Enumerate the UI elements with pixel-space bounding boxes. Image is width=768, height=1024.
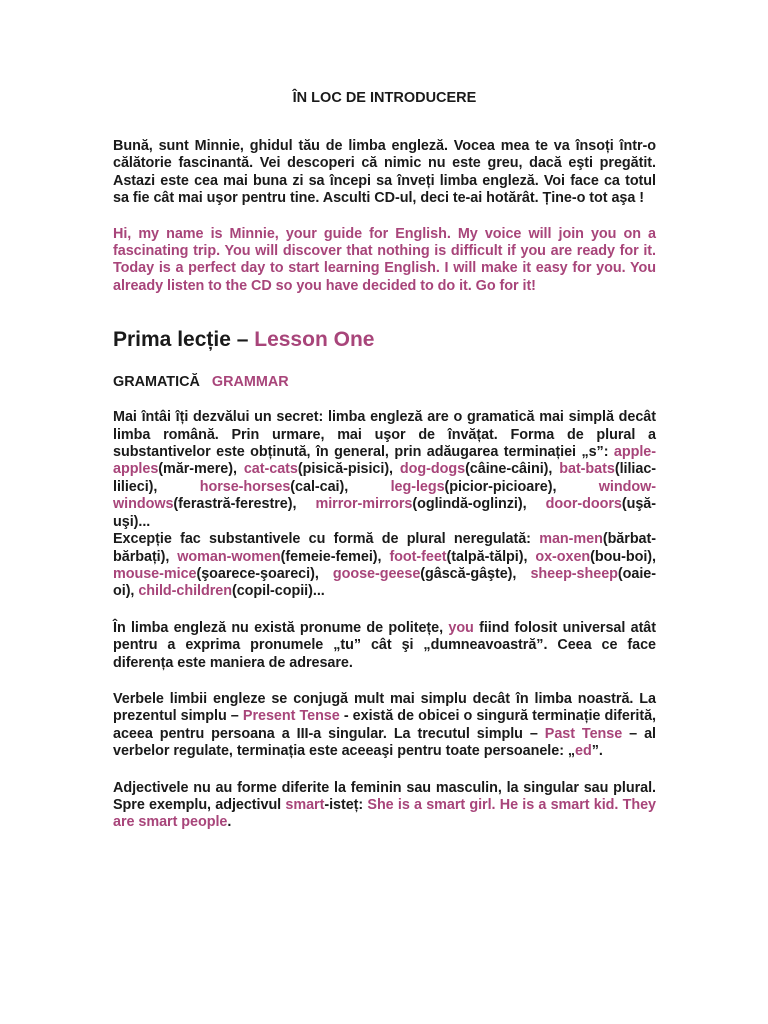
regular-plural-4-ro: (liliac-lilieci), [113,461,657,495]
irregular-plural-7-ro: (oaie-oi), [113,565,656,600]
regular-plural-6-en: leg-legs [390,478,445,495]
regular-plural-9-en: door-doors [545,496,622,513]
irregular-plural-6-ro: (gâscă-gâşte), [420,565,531,582]
lesson-heading [113,327,656,353]
section-heading-ro: GRAMATICĂ [113,374,200,391]
irregular-plural-2-en: woman-women [177,548,281,565]
irregular-plural-8-en: child-children [138,583,232,600]
irregular-plural-5-ro: (şoarece-şoareci), [196,565,333,582]
politeness-text-a: În limba engleză nu există pronume de politețe, [113,619,449,636]
present-tense-term: Present Tense [242,708,340,725]
adjectives-text-b: -isteț: [324,796,368,813]
irregular-plural-7-en: sheep-sheep [530,565,618,582]
irregular-plural-3-en: foot-feet [389,548,447,565]
politeness-you: you [448,619,474,636]
irregular-plural-1-en: man-men [539,531,603,548]
verbs-paragraph [113,691,656,761]
adjectives-text-c: . [227,814,232,831]
regular-plural-1-ro: (măr-mere), [158,461,244,478]
irregular-plural-2-ro: (femeie-femei), [280,548,390,565]
verbs-text-b: - există de obicei o singură terminație diferită, aceea pentru persoana a III-a singular. La trecutul simplu – [113,708,657,742]
regular-plural-4-en: bat-bats [559,461,615,478]
regular-plural-7-ro: (ferastră-ferestre), [173,496,316,513]
irregular-plural-3-ro: (talpă-tălpi), [446,548,536,565]
section-heading [113,374,656,390]
intro-romanian: Bună, sunt Minnie, ghidul tău de limba engleză. Vocea mea te va însoți într-o călătorie fascinantă. Vei descoperi că nimic nu este greu, dacă eşti pregătit. Astazi este cea mai buna zi sa începi sa înveți limba engleză. Voi face ca totul sa fie cât mai uşor pentru tine. Asculti CD-ul, deci te-ai hotărât. Ține-o tot aşa ! [113,138,656,207]
irregular-intro: Excepție fac substantivele cu formă de plural neregulată: [113,531,540,548]
regular-plural-3-ro: (câine-câini), [465,461,560,478]
irregular-plural-5-en: mouse-mice [113,565,197,582]
irregular-plural-1-ro: (bărbat-bărbați), [113,531,656,565]
regular-plural-2-en: cat-cats [243,461,298,478]
lesson-heading-ro: Prima lecție – [113,328,255,352]
irregular-plural-8-ro: (copil-copii)... [231,583,325,600]
plural-paragraph [113,409,656,600]
ed-ending: ed [575,743,592,760]
regular-plural-2-ro: (pisică-pisici), [297,461,400,478]
document-page [113,84,656,832]
regular-plural-5-ro: (cal-cai), [290,478,391,495]
politeness-text-b: fiind folosit universal atât pentru a exprima pronumele „tu” cât şi „dumneavoastră”. Ceea ce face diferența este maniera de adresare. [113,619,657,671]
smart-term: smart [285,796,325,813]
lesson-heading-en: Lesson One [254,328,375,352]
verbs-text-a: Verbele limbii engleze se conjugă mult mai simplu decât în limba noastră. La prezentul simplu – [113,690,656,725]
section-heading-en: GRAMMAR [211,374,289,391]
adjectives-paragraph [113,780,656,832]
regular-plural-5-en: horse-horses [199,478,291,495]
past-tense-term: Past Tense [544,725,623,742]
plural-intro: Mai întâi îți dezvălui un secret: limba engleză are o gramatică mai simplă decât limba română. Prin urmare, mai uşor de învățat. Forma de plural a substantivelor este obținută, în general, prin adăugarea terminației „s”: [113,409,656,461]
intro-english: Hi, my name is Minnie, your guide for English. My voice will join you on a fascinating trip. You will discover that nothing is difficult if you are ready for it. Today is a perfect day to start learning English. I will make it easy for you. You already listen to the CD so you have decided to do it. Go for it! [113,225,656,294]
regular-plural-8-ro: (oglindă-oglinzi), [412,496,546,513]
adjectives-text-a: Adjectivele nu au forme diferite la feminin sau masculin, la singular sau plural. Spre exemplu, adjectivul [113,779,656,813]
verbs-text-c: – al verbelor regulate, terminația este aceeaşi pentru toate persoanele: „ [113,725,656,760]
irregular-plural-4-en: ox-oxen [535,548,591,565]
irregular-plural-6-en: goose-geese [332,565,421,582]
regular-plural-3-en: dog-dogs [399,461,466,478]
irregular-plural-4-ro: (bou-boi), [590,548,656,565]
regular-plural-7-en: window-windows [113,478,656,513]
politeness-paragraph [113,620,656,672]
regular-plural-8-en: mirror-mirrors [315,496,413,513]
regular-plural-1-en: apple-apples [113,444,656,478]
regular-plural-6-ro: (picior-picioare), [444,478,599,495]
regular-plural-9-ro: (uşă-uşi)... [113,496,656,530]
verbs-text-d: ”. [591,743,603,760]
adjectives-example: She is a smart girl. He is a smart kid. They are smart people [113,796,656,831]
page-title: ÎN LOC DE INTRODUCERE [292,90,477,106]
